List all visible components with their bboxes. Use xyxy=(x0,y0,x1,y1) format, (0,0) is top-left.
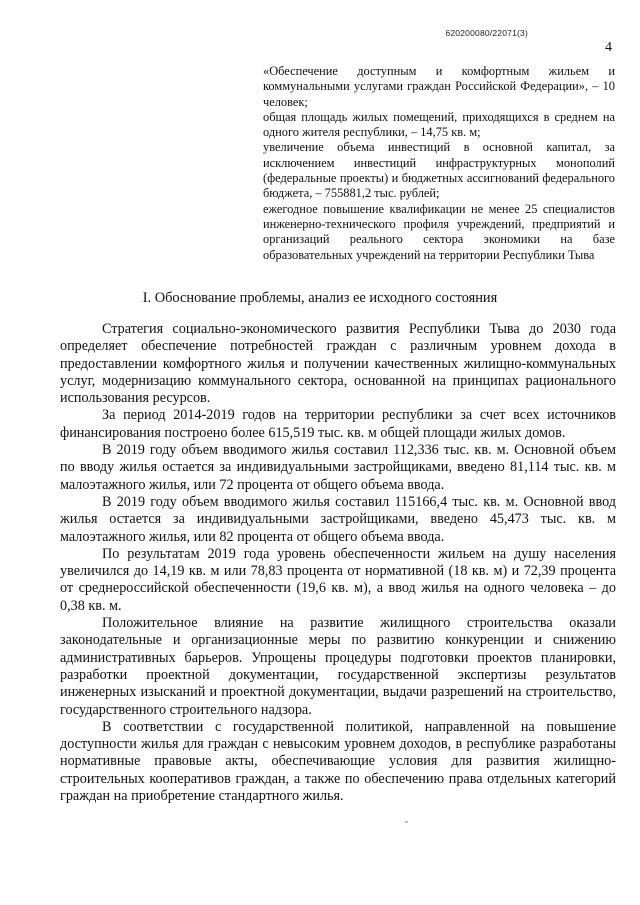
target-indicators-list xyxy=(263,64,615,263)
paragraph: Стратегия социально-экономического развития Республики Тыва до 2030 года определяет обеспечение потребностей граждан с различным уровнем дохода в предоставлении комфортного жилья и получении качественных жилищно-коммунальных услуг, модернизацию коммунального сектора, основанной на принципах рационального использования ресурсов. xyxy=(60,321,616,407)
paragraph: В соответствии с государственной политикой, направленной на повышение доступности жилья для граждан с невысоким уровнем доходов, в республике разработаны нормативные правовые акты, обеспечивающие условия для развития жилищно-строительных кооперативов граждан, а также по обеспечению права отдельных категорий граждан на приобретение стандартного жилья. xyxy=(60,718,616,805)
paragraph: По результатам 2019 года уровень обеспеченности жильем на душу населения увеличился до 14,19 кв. м или 78,83 процента от нормативной (18 кв. м) и 72,39 процента от среднероссийской обеспеченности (19,6 кв. м), а ввод жилья на одного человека – до 0,38 кв. м. xyxy=(60,545,616,614)
indicator-item: увеличение объема инвестиций в основной капитал, за исключением инвестиций инфраструктурных монополий (федеральные проекты) и бюджетных ассигнований федерального бюджета, – 755881,2 тыс. рублей; xyxy=(263,140,615,201)
document-code: 620200080/22071(3) xyxy=(445,28,528,38)
indicator-item: «Обеспечение доступным и комфортным жильем и коммунальными услугами граждан Российской Федерации», – 10 человек; xyxy=(263,64,615,109)
paragraph: В 2019 году объем вводимого жилья составил 115166,4 тыс. кв. м. Основной ввод жилья остается за индивидуальными застройщиками, введено 45,473 тыс. кв. м малоэтажного жилья, или 82 процента от общего объема ввода. xyxy=(60,493,616,545)
paragraph: В 2019 году объем вводимого жилья составил 112,336 тыс. кв. м. Основной объем по вводу жилья остается за индивидуальными застройщиками, введено 81,114 тыс. кв. м малоэтажного жилья, или 72 процента от общего объема ввода. xyxy=(60,442,616,493)
section-heading: I. Обоснование проблемы, анализ ее исходного состояния xyxy=(142,290,498,306)
indicator-item: общая площадь жилых помещений, приходящихся в среднем на одного жителя республики, – 14,75 кв. м; xyxy=(263,109,615,140)
scan-artifact xyxy=(405,821,408,823)
indicator-item: ежегодное повышение квалификации не менее 25 специалистов инженерно-технического профиля учреждений, предприятий и организаций реального сектора экономики на базе образовательных учреждений на территории Республики Тыва xyxy=(263,201,615,262)
page-number: 4 xyxy=(605,40,612,55)
section-body xyxy=(60,321,616,805)
paragraph: Положительное влияние на развитие жилищного строительства оказали законодательные и организационные меры по развитию конкуренции и снижению административных барьеров. Упрощены процедуры подготовки проектов планировки, разработки проектной документации, государственной экспертизы результатов инженерных изысканий и проектной документации, выдачи разрешений на строительство, государственного строительного надзора. xyxy=(60,615,616,718)
paragraph: За период 2014-2019 годов на территории республики за счет всех источников финансирования построено более 615,519 тыс. кв. м общей площади жилых домов. xyxy=(60,407,616,441)
